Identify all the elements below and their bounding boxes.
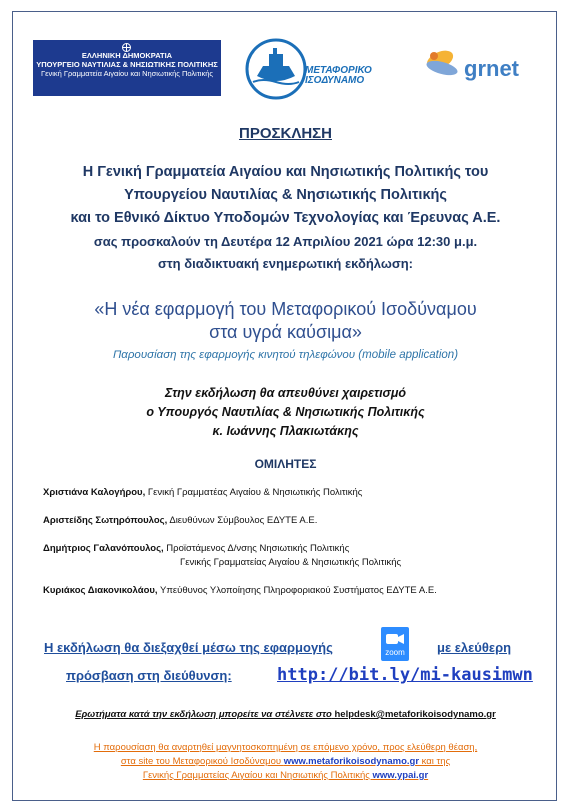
invite-line-2: στη διαδικτυακή ενημερωτική εκδήλωση: — [157, 256, 413, 271]
speaker-role-continued: Γενικής Γραμματείας Αιγαίου & Νησιωτικής Πολιτικής — [180, 557, 402, 568]
event-subtitle: Παρουσίαση της εφαρμογής κινητού τηλεφώνου (mobile application) — [112, 349, 459, 361]
speaker-item — [43, 487, 362, 498]
speaker-name: Κυριάκος Διακονικολάου, — [43, 585, 158, 596]
speaker-item — [43, 585, 437, 596]
ministry-logo-line3: Γενική Γραμματεία Αιγαίου και Νησιωτικής Πολιτικής — [40, 69, 213, 78]
intro-line-2: Υπουργείου Ναυτιλίας & Νησιωτικής Πολιτικής — [124, 187, 447, 203]
intro-line-1: Η Γενική Γραμματεία Αιγαίου και Νησιωτικής Πολιτικής του — [82, 164, 489, 180]
speaker-name: Δημήτριος Γαλανόπουλος, — [43, 543, 164, 554]
greeting-line-2: ο Υπουργός Ναυτιλίας & Νησιωτικής Πολιτικής — [146, 405, 425, 419]
zoom-camera-icon — [386, 633, 404, 645]
footer-line-3-text: Γενικής Γραμματείας Αιγαίου και Νησιωτικής Πολιτικής — [142, 770, 373, 781]
footer-line-2-text: στα site του Μεταφορικού Ισοδύναμου — [120, 756, 284, 767]
footer-line-3 — [0, 769, 571, 783]
questions-text: Ερωτήματα κατά την εκδήλωση μπορείτε να στέλνετε στο — [75, 709, 332, 720]
event-title-line-1: «Η νέα εφαρμογή του Μεταφορικού Ισοδύναμου — [94, 299, 477, 319]
grnet-logo — [420, 42, 540, 92]
speaker-item — [43, 515, 317, 526]
grnet-wordmark: grnet — [464, 56, 519, 81]
speaker-role: Διευθύνων Σύμβουλος ΕΔΥΤΕ Α.Ε. — [167, 515, 318, 526]
speaker-role: Προϊστάμενος Δ/νσης Νησιωτικής Πολιτικής — [163, 543, 350, 554]
platform-line-1: Η εκδήλωση θα διεξαχθεί μέσω της εφαρμογής — [44, 640, 333, 655]
ministry-logo — [33, 40, 221, 96]
footer-line-2 — [0, 755, 571, 769]
platform-line-2: πρόσβαση στη διεύθυνση: — [66, 668, 232, 683]
questions-line — [0, 709, 571, 720]
greeting-line-1: Στην εκδήλωση θα απευθύνει χαιρετισμό — [164, 386, 407, 400]
speakers-heading: ΟΜΙΛΗΤΕΣ — [254, 457, 317, 471]
speaker-name: Αριστείδης Σωτηρόπουλος, — [43, 515, 168, 526]
footer-line-2-tail: και της — [419, 756, 451, 767]
speaker-role: Γενική Γραμματέας Αιγαίου & Νησιωτικής Πολιτικής — [145, 487, 363, 498]
grnet-swirl-icon — [420, 42, 464, 86]
invite-line-1: σας προσκαλούν τη Δευτέρα 12 Απριλίου 2021 ώρα 12:30 μ.μ. — [93, 234, 478, 249]
intro-line-3: και το Εθνικό Δίκτυο Υποδομών Τεχνολογίας και Έρευνας Α.Ε. — [70, 210, 501, 226]
zoom-label: zoom — [385, 648, 405, 657]
greek-emblem-icon — [121, 43, 132, 52]
ministry-logo-line1: ΕΛΛΗΝΙΚΗ ΔΗΜΟΚΡΑΤΙΑ — [81, 51, 173, 60]
event-url-link[interactable]: http://bit.ly/mi-kausimwn — [277, 665, 533, 685]
metaforiko-isodynamo-logo — [243, 36, 373, 102]
speaker-role: Υπεύθυνος Υλοποίησης Πληροφοριακού Συστήματος ΕΔΥΤΕ Α.Ε. — [157, 585, 437, 596]
greeting-line-3: κ. Ιωάννης Πλακιωτάκης — [212, 424, 359, 438]
zoom-logo — [381, 627, 409, 661]
event-title-line-2: στα υγρά καύσιμα» — [209, 322, 362, 342]
helpdesk-email-link[interactable]: helpdesk@metaforikoisodynamo.gr — [331, 709, 496, 720]
ministry-logo-line2: ΥΠΟΥΡΓΕΙΟ ΝΑΥΤΙΛΙΑΣ & ΝΗΣΙΩΤΙΚΗΣ ΠΟΛΙΤΙΚΗΣ — [36, 60, 218, 69]
speaker-item — [43, 543, 349, 554]
metaforiko-website-link[interactable]: www.metaforikoisodynamo.gr — [283, 756, 420, 767]
platform-line-1-tail: με ελεύθερη — [437, 640, 512, 655]
footer-line-1: Η παρουσίαση θα αναρτηθεί μαγνητοσκοπημένη σε επόμενο χρόνο, προς ελεύθερη θέαση, — [93, 742, 478, 753]
page-title: ΠΡΟΣΚΛΗΣΗ — [238, 125, 332, 142]
metaforiko-wordmark: ΜΕΤΑΦΟΡΙΚΟ ΙΣΟΔΥΝΑΜΟ — [305, 65, 372, 86]
ypai-website-link[interactable]: www.ypai.gr — [372, 770, 429, 781]
speaker-name: Χριστιάνα Καλογήρου, — [43, 487, 146, 498]
